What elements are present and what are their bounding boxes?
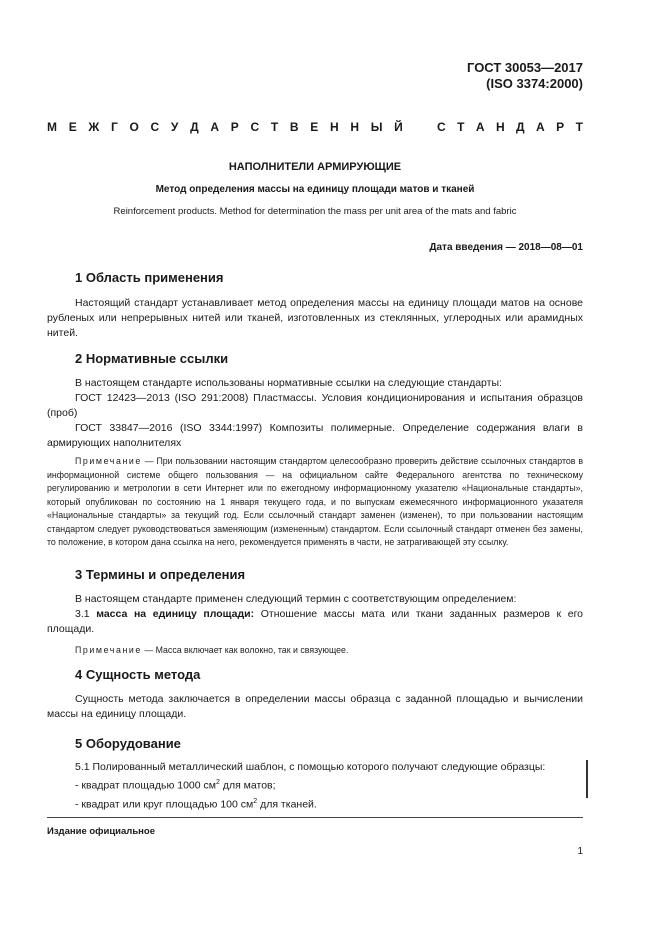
banner_left-letter: М xyxy=(47,120,57,134)
standard-number: ГОСТ 30053—2017 xyxy=(467,60,583,75)
references-intro: В настоящем стандарте использованы нормативные ссылки на следующие стандарты: xyxy=(75,377,502,389)
banner_right-letter: Д xyxy=(516,120,525,134)
interstate-standard-banner xyxy=(47,120,583,134)
note xyxy=(47,455,583,550)
banner_left-letter: С xyxy=(250,120,260,134)
banner_left-letter: С xyxy=(150,120,160,134)
banner-right xyxy=(437,120,583,134)
official-edition-label: Издание официальное xyxy=(47,826,155,837)
term-definition xyxy=(47,607,583,637)
banner_left-letter: Т xyxy=(270,120,279,134)
section-method-essence xyxy=(47,667,583,722)
equipment-item xyxy=(47,775,583,794)
superscript: 2 xyxy=(253,797,258,805)
banner_right-letter: А xyxy=(475,120,485,134)
section-equipment xyxy=(47,736,583,812)
banner_left-letter: Е xyxy=(310,120,319,134)
banner_right-letter: Т xyxy=(457,120,465,134)
note xyxy=(47,644,583,658)
section-terms xyxy=(47,567,583,658)
banner_right-letter: А xyxy=(536,120,545,134)
superscript: 2 xyxy=(216,779,220,786)
item-text: для тканей. xyxy=(257,798,317,810)
note-label: Примечание xyxy=(75,456,142,466)
banner_right-letter: Р xyxy=(556,120,565,134)
banner_right-letter: С xyxy=(437,120,446,134)
section-scope xyxy=(47,270,583,341)
banner_left-letter: Н xyxy=(350,120,360,134)
banner_left-letter: Н xyxy=(329,120,339,134)
banner_left-letter: Ы xyxy=(370,120,383,134)
english-title: Reinforcement products. Method for determination the mass per unit area of the mats and fabric xyxy=(113,206,517,217)
reference-item: ГОСТ 12423—2013 (ISO 291:2008) Пластмассы. Условия кондиционирования и испытания образцов (проб) xyxy=(47,392,583,419)
banner_left-letter: А xyxy=(210,120,220,134)
page-number: 1 xyxy=(577,846,583,857)
banner_left-letter: Г xyxy=(110,120,118,134)
introduction-date: Дата введения — 2018—08—01 xyxy=(429,242,583,253)
reference-item: ГОСТ 33847—2016 (ISO 3344:1997) Композиты полимерные. Определение содержания влаги в армирующих наполнителях xyxy=(47,422,583,449)
term-number: 3.1 xyxy=(75,608,97,620)
section-text: Настоящий стандарт устанавливает метод определения массы на единицу площади матов на основе рубленых или непрерывных нитей или тканей, изготовленных из стеклянных, углеродных или арамидных нитей. xyxy=(47,297,583,339)
banner_left-letter: Й xyxy=(394,120,403,134)
definition: Отношение массы мата или ткани заданных размеров к его площади. xyxy=(47,608,584,635)
note-text: — Масса включает как волокно, так и связующее. xyxy=(141,645,349,655)
document-title: НАПОЛНИТЕЛИ АРМИРУЮЩИЕ xyxy=(228,161,402,173)
equipment-item xyxy=(47,794,583,813)
banner_right-letter: Н xyxy=(495,120,505,134)
terms-intro: В настоящем стандарте применен следующий термин с соответствующим определением: xyxy=(75,593,517,605)
document-subtitle: Метод определения массы на единицу площади матов и тканей xyxy=(155,184,475,195)
banner_left-letter: Р xyxy=(230,120,239,134)
section-heading: 5 Оборудование xyxy=(75,736,181,751)
banner_left-letter: Е xyxy=(68,120,77,134)
section-heading: 3 Термины и определения xyxy=(75,567,246,582)
item-text: - квадрат площадью 1000 см xyxy=(75,779,216,792)
iso-number: (ISO 3374:2000) xyxy=(486,76,583,91)
banner_left-letter: В xyxy=(289,120,299,134)
section-heading: 4 Сущность метода xyxy=(75,667,201,682)
equipment-item: 5.1 Полированный металлический шаблон, с помощью которого получают следующие образцы: xyxy=(75,761,546,773)
banner_left-letter: Д xyxy=(190,120,199,134)
banner-left xyxy=(47,120,403,134)
banner_left-letter: У xyxy=(170,120,179,134)
section-normative-references xyxy=(47,351,583,550)
change-bar xyxy=(586,760,588,798)
section-heading: 1 Область применения xyxy=(75,270,224,285)
banner_left-letter: Ж xyxy=(88,120,100,134)
section-heading: 2 Нормативные ссылки xyxy=(75,351,229,366)
banner_left-letter: О xyxy=(129,120,139,134)
note-label: Примечание xyxy=(75,645,142,655)
standard-identifier xyxy=(467,60,583,92)
item-text: для матов; xyxy=(219,779,276,792)
item-text: - квадрат или круг площадью 100 см xyxy=(75,798,254,810)
term: масса на единицу площади: xyxy=(96,608,255,620)
footer-divider xyxy=(47,817,583,818)
note-text: — При пользовании настоящим стандартом целесообразно проверить действие ссылочных стандартов в информационной системе общего пользования — на официальном сайте Федерального агентства по техническому регулированию и метрологии в сети Интернет или по ежегодному информационному указателю «Национальные стандарты», который опубликован по состоянию на 1 января текущего года, и по выпускам ежемесячного информационного указателя «Национальные стандарты» за текущий год. Если ссылочный стандарт заменен (изменен), то при пользовании настоящим стандартом следует руководствоваться заменяющим (измененным) стандартом. Если ссылочный стандарт отменен без замены, то положение, в котором дана ссылка на него, рекомендуется применять в части, не затрагивающей эту ссылку. xyxy=(47,456,583,547)
banner_right-letter: Т xyxy=(575,120,583,134)
section-text: Сущность метода заключается в определении массы образца с заданной площадью и вычислении массы на единицу площади. xyxy=(47,693,583,720)
